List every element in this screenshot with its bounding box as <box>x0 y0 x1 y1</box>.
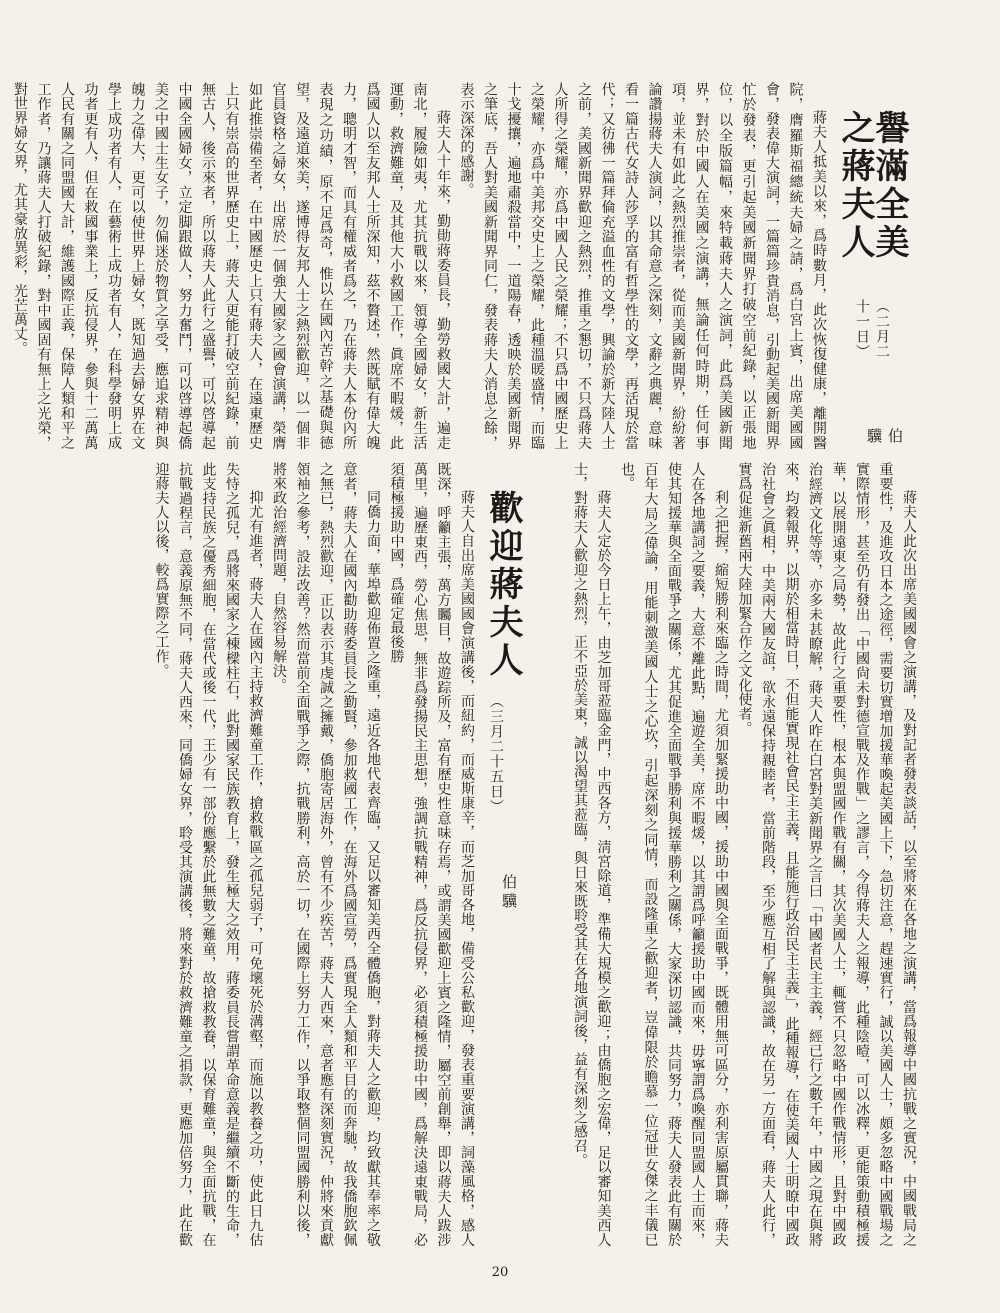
article-date: （三月二十五日） <box>488 694 504 814</box>
article-body <box>118 462 478 1247</box>
article-heading <box>478 462 534 1247</box>
paragraph: 蔣夫人自出席美國國會演講後，而紐約，而威斯康辛，而芝加哥各地，備受公私歡迎，發表重要演講，詞藻風格，感人既深，呼籲主張，萬方矚目，故遊踪所及，富有歷史性意味存焉，或謂美國歡迎上賓之隆情，屬空前創舉，即以蔣夫人跋涉萬里，遍歷東西，勞心焦思，無非爲發揚民主思想，強調抗戰精神，爲反抗侵界，必須積極援助中國，爲解決遠東戰局，必須積極援助中國，爲確定最後勝 <box>388 462 475 1247</box>
article-title: 譽滿全美之蔣夫人 <box>835 110 909 262</box>
article-author: 伯驥 <box>865 428 904 448</box>
paragraph: 利之把握，縮短勝利來臨之時間，尤須加緊援助中國，援助中國與全面戰爭，既體用無可區分，亦利害原屬貫聯，蔣夫人在各地講詞之要義，大意不離此點，遍遊全美，席不暇煖，以其謂爲呼籲援助中國而來，毋寧謂爲喚醒同盟國人士而來，使其知援華與全面戰爭之關係，尤其促進全面戰爭勝利與援華勝利之關係，大家深切認識，共同努力，蔣夫人發表此有關於百年大局之偉論，用能刺激美國人士之心坎，引起深刻之同情，而設隆重之歡迎者，豈偉限於瞻慕一位冠世女傑之丰儀已也。 <box>619 462 729 1247</box>
article-body <box>12 82 830 450</box>
article-date: （二月二十一日） <box>854 299 890 360</box>
paragraph: 蔣夫人抵美以來，爲時數月，此次恢復健康，離開醫院，膺羅斯福總統夫婦之請，爲白宮上賓，出席美國國會，發表偉大演詞，一篇篇珍貴消息，引動起美國新聞界忙於發表，更引起美國新聞界打破空前紀錄，以正張地位，以全版篇幅，來特載蔣夫人之演詞，此爲美國新聞界，對於中國人在美國之演講，無論任何時期，任何事項，並未有如此之熱烈推崇者，從而美國新聞界，紛紛著論讚揚蔣夫人演詞，以其命意之深刻，文辭之典麗，意味看一篇古代女詩人莎孚的富有哲學性的文學，再活現於當代；又彷彿一篇拜倫充溢血性的文學，興論於新大陸人士之前，美國新聞界歡迎之熱烈，推重之懇切，不只爲蔣夫人所得之榮耀，亦爲中國人民之榮耀；不只爲中國歷史上之榮耀，亦爲中美邦交史上之榮耀，此種溫暖盛情，而臨十戈擾攘，遍地肅殺當中，一道陽春，透映於美國新聞界之筆底，吾人對美國新聞界同仁，發表蔣夫人消息之餘，表示深深的感謝。 <box>458 82 827 450</box>
article-praise-madame-chiang <box>12 82 920 450</box>
article-author: 伯驥 <box>500 874 518 912</box>
article-heading <box>830 82 920 450</box>
paragraph: 蔣夫人此次出席美國國會之演講，及對記者發表談話，以至將來在各地之演講，當爲報導中國抗戰之實況，中國戰局之重要性，及進攻日本之途徑，需要切實增加援華喚起美國上下，急切注意，趕速實行，誠以美國人士，頗多忽略中國戰場之實際情形，甚至仍有發出「中國尙未對德宣戰及作戰」之謬言，今得蔣夫人之報導，此種陰曀，可以冰釋，更能策動積極援華，以展開遠東之局勢，故此行之重要性，根本與盟國作戰有關，其次美國人士，輒嘗不只忽略中國作戰情形，且對中國政治經濟文化等等，亦多未甚瞭解，蔣夫人昨在白宮對美新聞界之言曰「中國者民主主義，經已行之數千年，中國之現在與將來，均穀報界，以期於相當時日，不但能實現社會民主主義，且能施行政治民主主義」，此種報導，在使美國人士明瞭中國政治社會之眞相，中美兩大國友誼，欲永遠保持親睦者，當前階段，至少應互相了解與認識，故在另一方面看，蔣夫人此行，實爲促進新舊兩大陸加緊合作之文化使者。 <box>736 462 917 1247</box>
paragraph: 抑尤有進者，蔣夫人在國內主持救濟難童工作，搶救戰區之孤兒弱子，可免壞死於溝壑，而施以教養之功，使此日九估失恃之孤兒，爲將來國家之棟樑柱石，此對國家民族教育上，發生極大之效用，蔣委員長嘗謂革命意義是繼續不斷的生命，此支持民族之優秀細胞，在當代或後一代，王少有一部份應繫於此無數之難童，故搶救教養，以保育難童，與全面抗戰，在抗戰過程言，意義原無不同，蔣夫人西來，同僑婦女界，聆受其演講後，將來對於救濟難童之捐款，更應加倍努力，此在歡迎蔣夫人以後，較爲實際之工作。 <box>153 462 264 1247</box>
article-title: 歡迎蔣夫人 <box>483 490 523 680</box>
page-number: 20 <box>491 1265 509 1280</box>
paragraph: 蔣夫人定於今日上午，由芝加哥蒞臨金門，中西各方，淸宮除道，準備大規模之歡迎；由僑胞之宏偉，足以審知美西人士，對蔣夫人歡迎之熱烈，正不亞於美東，誠以渴望其蒞臨，與日來既聆受其在各地演詞後，益有深刻之感召。 <box>572 462 612 1247</box>
article-welcome-madame-chiang <box>78 462 920 1247</box>
paragraph: 蔣夫人十年來，勤勛蔣委員長，勤勞救國大計，遍走南北，履險如夷，尤其抗戰以來，領導全國婦女，新生活運動，救濟難童，及其他大小救國工作，眞席不暇煖，此爲國人以至友邦人士所深知，茲不贅述，然既賦有偉大魄力，聰明才智，而具有權威者爲之，乃在蔣夫人本份內所表現之功績，原不足爲奇，惟以在國內苦幹之基礎與德望，及遠道來美，遂博得友邦人士之熱烈歡迎，以一個非官員資格之婦女，出席於一個強大國家之國會演講，榮膺如此推崇備至者，在中國歷史上只有蔣夫人，在遠東歷史上只有崇高的世界歷史上，蔣夫人更能打破空前紀錄，前無古人，後示來者，所以蔣夫人此行之盛譽，可以啓導起中國全國婦女，立定脚跟做人，努力奮鬥，可以啓導起僑美之中國士生女子，勿偏迷於物質之享受，應追求精神與魄力之偉大，更可以使世界上婦女，既知過去婦女界在文學上成功者有人，在藝術上成功者有人，在科學發明上成功者更有人，但在救國事業上，反抗侵界，參與十二萬萬人民有關之同盟國大計，維護國際正義，保障人類和平之工作者，乃讓蔣夫人打破紀錄，對中國固有無上之光榮，對世界婦女界，尤其豪放異彩，光芒萬丈。 <box>12 82 451 450</box>
article-continuation <box>548 462 920 1247</box>
paragraph: 同僑力面，華埠歡迎佈置之隆重，遠近各地代表齊臨，又足以審知美西全體僑胞，對蔣夫人之歡迎，均致獻其奉率之敬意者，蔣夫人在國內勸助蔣委員長之勤賢，參加救國工作，在海外爲國宣勞，爲實現全人類和平目的而奔馳，故我僑胞欽佩之無已，熱烈歡迎，正以表示其虔誠之擁戴，僑胞寄居海外，曾有不少疾苦，蔣夫人西來，意者應有深刻實況，仲將來貢獻領袖之參考，設法改善？然而當前全面戰爭之際，抗戰勝利，高於一切，在國際上努力工作，以爭取整個同盟國勝利以後，將來政治經濟問題，自然容易解決。 <box>271 462 381 1247</box>
